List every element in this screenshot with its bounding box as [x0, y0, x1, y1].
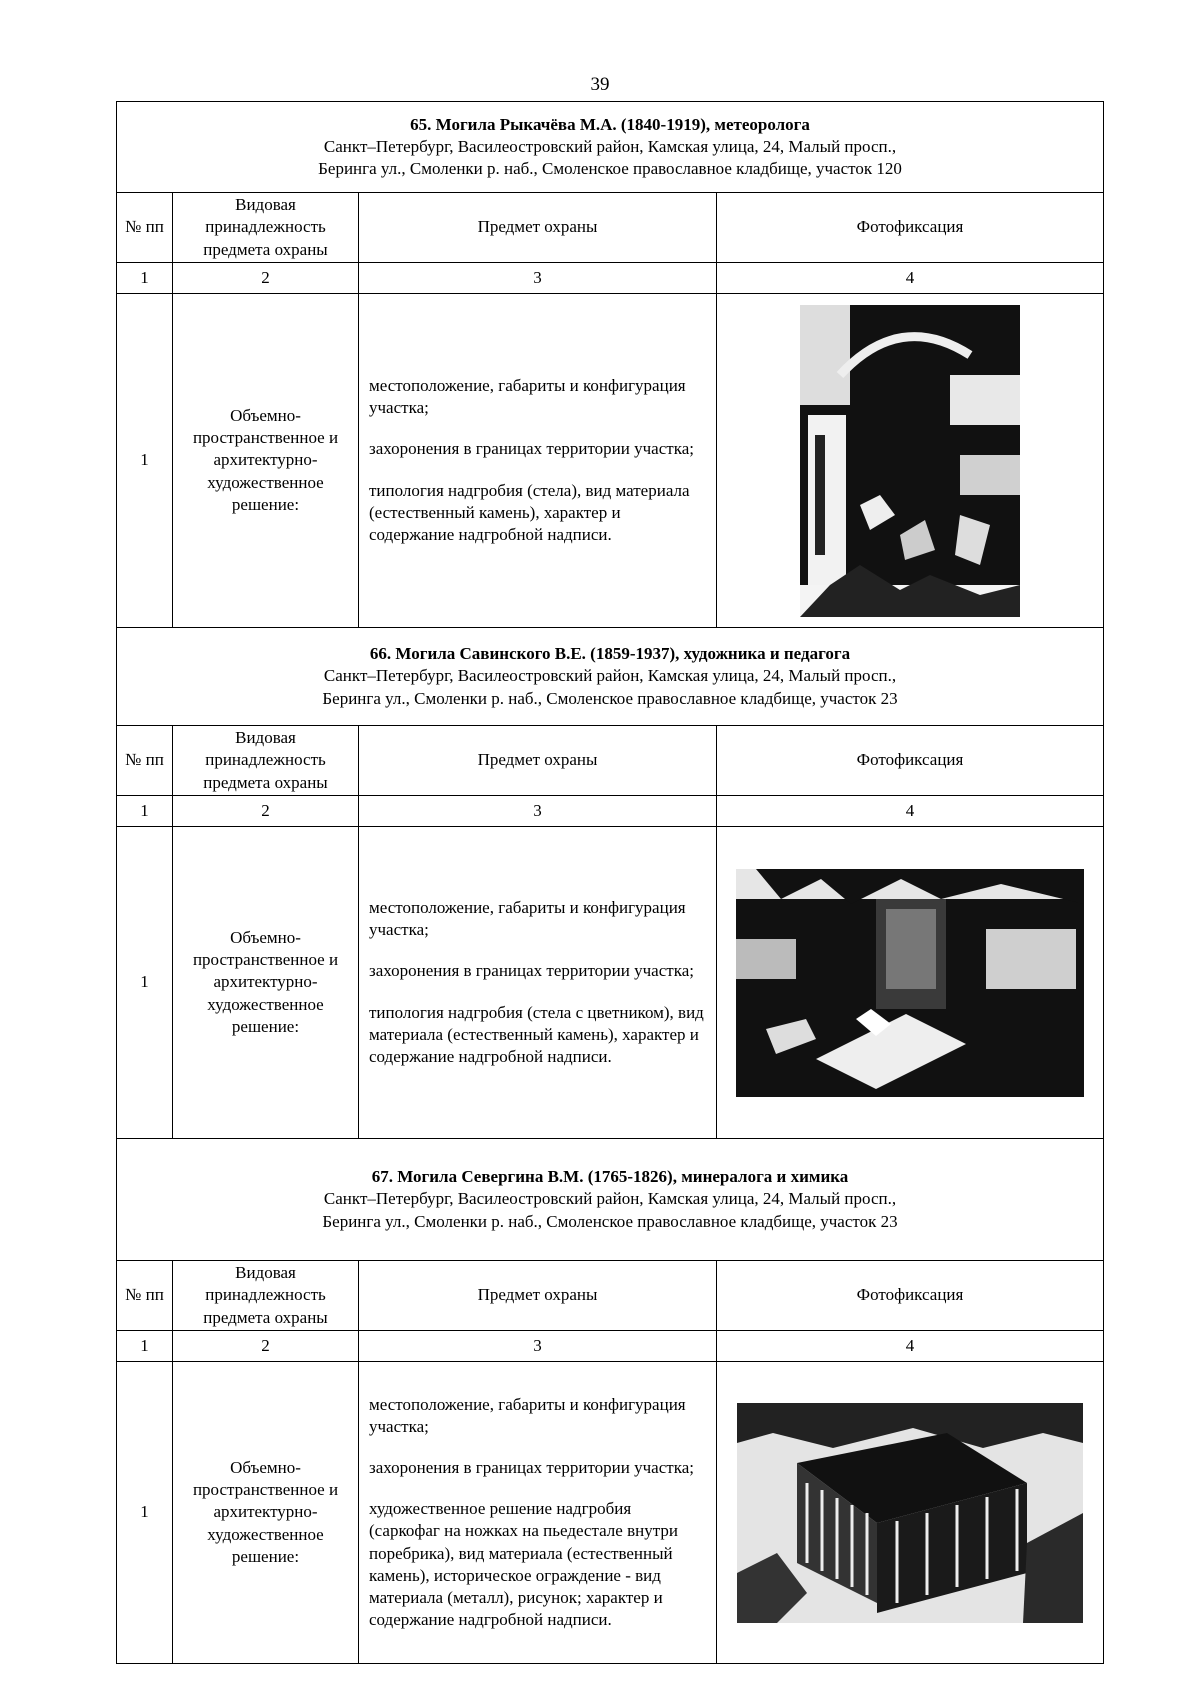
object-title: 65. Могила Рыкачёва М.А. (1840-1919), метеоролога	[410, 114, 810, 134]
header-subject: Предмет охраны	[359, 1261, 717, 1331]
object-address-line: Беринга ул., Смоленки р. наб., Смоленское православное кладбище, участок 120	[318, 159, 902, 179]
grave-photo	[737, 1403, 1083, 1623]
header-type: Видовая принадлежность предмета охраны	[173, 1261, 359, 1331]
header-photo: Фотофиксация	[717, 193, 1104, 263]
subject-item: захоронения в границах территории участка;	[369, 961, 694, 981]
header-subject: Предмет охраны	[359, 193, 717, 263]
header-num: № пп	[117, 193, 173, 263]
header-num: № пп	[117, 726, 173, 796]
column-number: 1	[117, 796, 173, 827]
object-title-cell	[117, 102, 1104, 193]
header-type: Видовая принадлежность предмета охраны	[173, 726, 359, 796]
subject-item: типология надгробия (стела с цветником), вид материала (естественный камень), характер и содержание надгробной надписи.	[369, 1002, 704, 1066]
type-cell: Объемно-пространственное и архитектурно-художественное решение:	[173, 294, 359, 628]
object-data-row	[117, 827, 1104, 1139]
object-address-line: Беринга ул., Смоленки р. наб., Смоленское православное кладбище, участок 23	[322, 688, 898, 708]
row-number: 1	[117, 1362, 173, 1664]
column-number: 3	[359, 796, 717, 827]
column-number: 2	[173, 796, 359, 827]
header-num: № пп	[117, 1261, 173, 1331]
type-cell: Объемно-пространственное и архитектурно-художественное решение:	[173, 1362, 359, 1664]
object-title-row	[117, 102, 1104, 193]
subject-item: типология надгробия (стела), вид материала (естественный камень), характер и содержание надгробной надписи.	[369, 480, 690, 544]
protection-subjects-table	[116, 101, 1104, 1664]
object-title-cell	[117, 1139, 1104, 1261]
object-data-row	[117, 1362, 1104, 1664]
object-data-row	[117, 294, 1104, 628]
subject-item: захоронения в границах территории участка;	[369, 1458, 694, 1478]
photo-cell	[717, 827, 1104, 1139]
object-title-row	[117, 1139, 1104, 1261]
subject-item: захоронения в границах территории участка;	[369, 439, 694, 459]
header-type: Видовая принадлежность предмета охраны	[173, 193, 359, 263]
object-address-line: Санкт–Петербург, Василеостровский район, Камская улица, 24, Малый просп.,	[323, 136, 897, 156]
row-number: 1	[117, 294, 173, 628]
column-number-row	[117, 1331, 1104, 1362]
object-address-line: Беринга ул., Смоленки р. наб., Смоленское православное кладбище, участок 23	[322, 1211, 898, 1231]
header-photo: Фотофиксация	[717, 726, 1104, 796]
column-number: 2	[173, 263, 359, 294]
header-row	[117, 1261, 1104, 1331]
subject-item: художественное решение надгробия (саркофаг на ножках на пьедестале внутри поребрика), вид материала (естественный камень), историческое ограждение - вид материала (металл), рисунок; характер и содержание надгробной надписи.	[369, 1499, 678, 1629]
column-number-row	[117, 796, 1104, 827]
type-cell: Объемно-пространственное и архитектурно-художественное решение:	[173, 827, 359, 1139]
header-row	[117, 193, 1104, 263]
header-row	[117, 726, 1104, 796]
photo-cell	[717, 294, 1104, 628]
header-subject: Предмет охраны	[359, 726, 717, 796]
column-number: 1	[117, 1331, 173, 1362]
object-title-row	[117, 628, 1104, 726]
grave-photo	[736, 869, 1084, 1097]
page-number: 39	[590, 74, 610, 95]
object-address-line: Санкт–Петербург, Василеостровский район, Камская улица, 24, Малый просп.,	[323, 1189, 897, 1209]
column-number: 4	[717, 796, 1104, 827]
object-title-cell	[117, 628, 1104, 726]
column-number-row	[117, 263, 1104, 294]
subject-cell	[359, 294, 717, 628]
column-number: 4	[717, 263, 1104, 294]
header-photo: Фотофиксация	[717, 1261, 1104, 1331]
grave-photo	[800, 305, 1020, 617]
object-title: 67. Могила Севергина В.М. (1765-1826), минералога и химика	[371, 1167, 849, 1187]
column-number: 1	[117, 263, 173, 294]
subject-cell	[359, 1362, 717, 1664]
subject-item: местоположение, габариты и конфигурация участка;	[369, 376, 686, 418]
column-number: 3	[359, 1331, 717, 1362]
row-number: 1	[117, 827, 173, 1139]
subject-cell	[359, 827, 717, 1139]
subject-item: местоположение, габариты и конфигурация участка;	[369, 898, 686, 940]
object-address-line: Санкт–Петербург, Василеостровский район, Камская улица, 24, Малый просп.,	[323, 666, 897, 686]
column-number: 2	[173, 1331, 359, 1362]
column-number: 3	[359, 263, 717, 294]
photo-cell	[717, 1362, 1104, 1664]
subject-item: местоположение, габариты и конфигурация участка;	[369, 1395, 686, 1437]
object-title: 66. Могила Савинского В.Е. (1859-1937), художника и педагога	[369, 644, 851, 664]
column-number: 4	[717, 1331, 1104, 1362]
